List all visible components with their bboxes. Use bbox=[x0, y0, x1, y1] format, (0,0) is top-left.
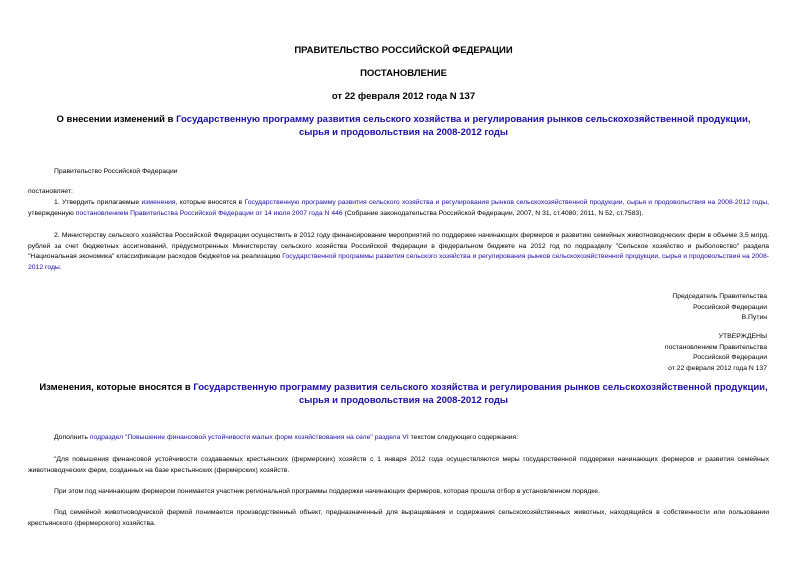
p2-text-1: 2. Министерству сельского хозяйства Российской Федерации осуществить в 2012 году финансирование мероприятий по поддержке начинающих фермеров и развитию семейных животноводческих ферм в объеме 3,5 млрд. рублей за счет бюджетных ассигнований, предусмотренных Министерству сельского хозяйства Российской Федерации в федеральном бюджете на 2012 год по подразделу "Сельское хозяйство и рыболовство" раздела "Национальная экономика" классификации расходов бюджетов на реализацию bbox=[28, 232, 769, 260]
doc-type-heading: ПОСТАНОВЛЕНИЕ bbox=[360, 68, 447, 79]
changes-title-prefix: Изменения, которые вносятся в bbox=[39, 382, 194, 393]
changes-paragraph-2: "Для повышения финансовой устойчивости создаваемых крестьянских (фермерских) хозяйств с 1 января 2012 года осуществляются меры государственной поддержки начинающих фермеров и развития семейных животноводческих ферм, созданных на базе крестьянских (фермерских) хозяйств. bbox=[28, 456, 769, 474]
p1-text-3: , утвержденную bbox=[28, 199, 769, 217]
government-heading: ПРАВИТЕЛЬСТВО РОССИЙСКОЙ ФЕДЕРАЦИИ bbox=[294, 45, 513, 56]
approved-line-3: Российской Федерации bbox=[693, 354, 767, 361]
program-link[interactable]: Государственную программу развития сельского хозяйства и регулирования рынков сельскохозяйственной продукции, сырья и продовольствия на 2008-2012 годы bbox=[244, 199, 768, 206]
signature-line-2: Российской Федерации bbox=[693, 303, 767, 311]
changes-title bbox=[30, 381, 777, 407]
changes-link[interactable]: изменения bbox=[141, 199, 176, 206]
p2-text-2: . bbox=[59, 263, 62, 271]
title-program-link[interactable]: Государственную программу развития сельского хозяйства и регулирования рынков сельскохозяйственной продукции, сырья и продовольствия на 2008-2012 годы bbox=[176, 114, 751, 138]
cp1-text-2: текстом следующего содержания: bbox=[408, 434, 519, 441]
signature-block bbox=[672, 292, 767, 324]
changes-paragraph-4: Под семейной животноводческой фермой понимается производственный объект, предназначенный для выращивания и содержания сельскохозяйственных животных, находящийся в собственности или пользовании крестьянского (фермерского) хозяйства. bbox=[28, 509, 769, 527]
government-rf-text: Правительство Российской Федерации bbox=[54, 168, 178, 175]
approved-line-1: УТВЕРЖДЕНЫ bbox=[718, 333, 767, 340]
title-prefix: О внесении изменений в bbox=[56, 114, 177, 125]
program-link-2[interactable]: Государственной программы развития сельского хозяйства и регулирования рынков сельскохозяйственной продукции, сырья и продовольствия на 2008-2012 годы bbox=[28, 253, 769, 271]
p1-text-2: , которые вносятся в bbox=[175, 199, 245, 206]
p1-text-4: (Собрание законодательства Российской Федерации, 2007, N 31, ст.4080; 2011, N 52, ст.7583). bbox=[342, 209, 644, 217]
p1-text-1: 1. Утвердить прилагаемые bbox=[54, 199, 142, 206]
resolution-446-link[interactable]: постановлением Правительства Российской Федерации от 14 июля 2007 года N 446 bbox=[75, 209, 343, 217]
signature-line-1: Председатель Правительства bbox=[672, 293, 767, 300]
approved-line-2: постановлением Правительства bbox=[664, 343, 767, 351]
paragraph-1 bbox=[28, 198, 769, 219]
cp1-text-1: Дополнить bbox=[54, 434, 90, 441]
changes-title-program-link[interactable]: Государственную программу развития сельского хозяйства и регулирования рынков сельскохозяйственной продукции, сырья и продовольствия на 2008-2012 годы bbox=[193, 382, 768, 406]
approved-block bbox=[665, 332, 767, 374]
doc-date-number: от 22 февраля 2012 года N 137 bbox=[331, 91, 476, 102]
changes-paragraph-1 bbox=[28, 433, 769, 444]
paragraph-2 bbox=[28, 231, 769, 273]
decrees-text: постановляет: bbox=[28, 188, 73, 195]
changes-paragraph-3: При этом под начинающим фермером понимается участник региональной программы поддержки начинающих фермеров, которая прошла отбор в установленном порядке. bbox=[54, 488, 600, 495]
subsection-link[interactable]: подраздел "Повышение финансовой устойчивости малых форм хозяйствования на селе" раздела VI bbox=[89, 434, 409, 441]
approved-line-4: от 22 февраля 2012 года N 137 bbox=[668, 364, 767, 372]
signature-line-3: В.Путин bbox=[741, 314, 767, 321]
document-title bbox=[40, 113, 767, 139]
